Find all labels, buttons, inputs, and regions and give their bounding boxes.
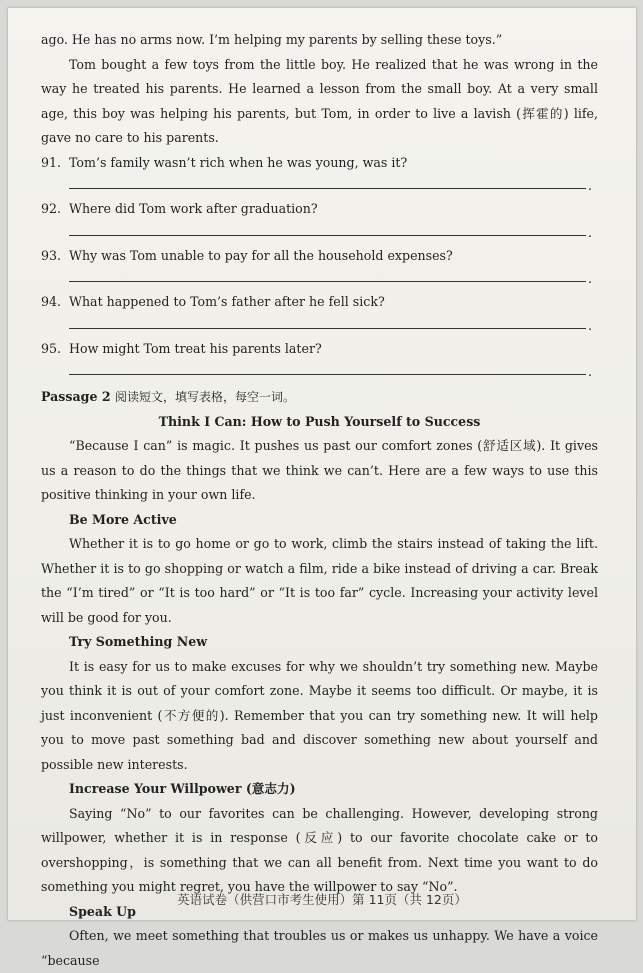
section-body: Often, we meet something that troubles us or makes us unhappy. We have a voice “because	[41, 924, 598, 973]
question-text	[41, 290, 598, 315]
section-body: It is easy for us to make excuses for why we shouldn’t try something new. Maybe you think it is out of your comfort zone. Maybe it seems too difficult. Or maybe, it is just inconvenient (不方便的). Remember that you can try something new. It will help you to move past something bad and discover something new about yourself and possible new interests.	[41, 655, 598, 778]
question-prompt: What happened to Tom’s father after he fell sick?	[69, 294, 385, 309]
section-heading: Try Something New	[41, 630, 598, 655]
passage1-tail-line: ago. He has no arms now. I’m helping my parents by selling these toys.”	[41, 28, 598, 53]
passage2-label: Passage 2	[41, 389, 111, 404]
question-prompt: Why was Tom unable to pay for all the household expenses?	[69, 248, 453, 263]
passage2-heading	[41, 385, 598, 410]
passage2-title: Think I Can: How to Push Yourself to Success	[41, 410, 598, 435]
answer-line-period: .	[588, 321, 592, 331]
section-heading: Speak Up	[41, 900, 598, 925]
question-number: 94.	[41, 290, 69, 315]
section-heading: Increase Your Willpower (意志力)	[41, 777, 598, 802]
question-item	[41, 337, 598, 384]
question-prompt: Where did Tom work after graduation?	[69, 201, 318, 216]
question-item	[41, 244, 598, 291]
answer-line-period: .	[588, 228, 592, 238]
question-item	[41, 151, 598, 198]
section-heading: Be More Active	[41, 508, 598, 533]
question-text	[41, 244, 598, 269]
question-number: 95.	[41, 337, 69, 362]
question-prompt: Tom’s family wasn’t rich when he was young, was it?	[69, 155, 407, 170]
question-text	[41, 197, 598, 222]
question-number: 92.	[41, 197, 69, 222]
answer-line[interactable]	[69, 315, 586, 337]
section-body: Saying “No” to our favorites can be challenging. However, developing strong willpower, whether it is in response (反应) to our favorite chocolate cake or to overshopping，is something that we can all benefit from. Next time you want to do something you might regret, you have the willpower to say “No”.	[41, 802, 598, 900]
question-text	[41, 337, 598, 362]
question-prompt: How might Tom treat his parents later?	[69, 341, 322, 356]
passage2-instruction: 阅读短文，填写表格，每空一词。	[115, 390, 295, 404]
page-content	[41, 28, 598, 973]
answer-line[interactable]	[69, 268, 586, 290]
answer-line[interactable]	[69, 361, 586, 383]
answer-line-period: .	[588, 274, 592, 284]
section	[41, 777, 598, 900]
question-number: 93.	[41, 244, 69, 269]
answer-line[interactable]	[69, 222, 586, 244]
passage2-intro: “Because I can” is magic. It pushes us past our comfort zones (舒适区域). It gives us a reason to do the things that we think we can’t. Here are a few ways to use this positive thinking in your own life.	[41, 434, 598, 508]
section	[41, 508, 598, 631]
question-number: 91.	[41, 151, 69, 176]
section	[41, 630, 598, 777]
answer-line-period: .	[588, 181, 592, 191]
section-body: Whether it is to go home or go to work, climb the stairs instead of taking the lift. Whether it is to go shopping or watch a film, ride a bike instead of driving a car. Break the “I’m tired” or “It is too hard” or “It is too far” cycle. Increasing your activity level will be good for you.	[41, 532, 598, 630]
question-item	[41, 197, 598, 244]
question-text	[41, 151, 598, 176]
page-footer: 英语试卷（供营口市考生使用）第 11页（共 12页）	[8, 888, 636, 913]
passage1-final-paragraph: Tom bought a few toys from the little boy. He realized that he was wrong in the way he treated his parents. He learned a lesson from the small boy. At a very small age, this boy was helping his parents, but Tom, in order to live a lavish (挥霍的) life, gave no care to his parents.	[41, 53, 598, 151]
exam-page	[8, 8, 636, 920]
question-list	[41, 151, 598, 384]
question-item	[41, 290, 598, 337]
answer-line-period: .	[588, 367, 592, 377]
answer-line[interactable]	[69, 175, 586, 197]
